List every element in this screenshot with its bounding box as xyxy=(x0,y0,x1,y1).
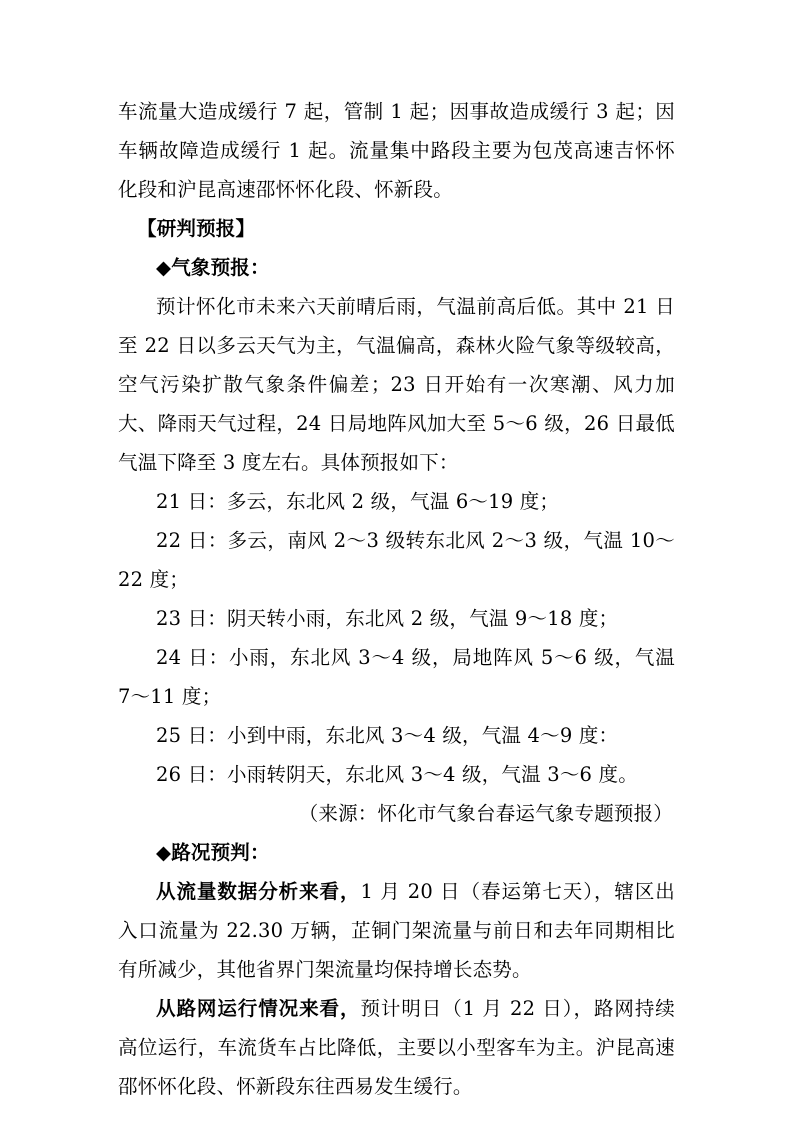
forecast-source-attribution: （来源：怀化市气象台春运气象专题预报） xyxy=(298,802,673,825)
document-body xyxy=(118,92,675,1106)
paragraph-network-operation xyxy=(118,989,675,1106)
flow-analysis-text: 1 月 20 日（春运第七天），辖区出入口流量为 22.30 万辆，芷铜门架流量与前日和去年同期相比有所减少，其他省界门架流量均保持增长态势。 xyxy=(118,880,675,981)
subheading-road-condition: ◆路况预判： xyxy=(156,841,270,864)
subheading-weather-forecast: ◆气象预报： xyxy=(156,256,270,279)
paragraph-flow-analysis xyxy=(118,872,675,989)
paragraph-forecast-day-22: 22 日：多云，南风 2～3 级转东北风 2～3 级，气温 10～22 度； xyxy=(118,529,675,591)
paragraph-forecast-day-24: 24 日：小雨，东北风 3～4 级，局地阵风 5～6 级，气温 7～11 度； xyxy=(118,646,675,708)
paragraph-forecast-day-21: 21 日：多云，东北风 2 级，气温 6～19 度； xyxy=(156,490,560,513)
paragraph-forecast-day-25: 25 日：小到中雨，东北风 3～4 级，气温 4～9 度： xyxy=(156,724,619,747)
section-heading-analysis: 【研判预报】 xyxy=(137,217,256,240)
flow-analysis-lead: 从流量数据分析来看， xyxy=(156,880,361,903)
network-operation-text: 预计明日（1 月 22 日），路网持续高位运行，车流货车占比降低，主要以小型客车为主。沪昆高速邵怀怀化段、怀新段东往西易发生缓行。 xyxy=(118,997,675,1098)
paragraph-forecast-day-23: 23 日：阴天转小雨，东北风 2 级，气温 9～18 度； xyxy=(156,607,619,630)
paragraph-forecast-day-26: 26 日：小雨转阴天，东北风 3～4 级，气温 3～6 度。 xyxy=(156,763,638,786)
paragraph-traffic-summary: 车流量大造成缓行 7 起，管制 1 起；因事故造成缓行 3 起；因车辆故障造成缓行 1 起。流量集中路段主要为包茂高速吉怀怀化段和沪昆高速邵怀怀化段、怀新段。 xyxy=(118,100,675,201)
paragraph-weather-overview: 预计怀化市未来六天前晴后雨，气温前高后低。其中 21 日至 22 日以多云天气为主，气温偏高，森林火险气象等级较高，空气污染扩散气象条件偏差；23 日开始有一次寒潮、风力加大、降雨天气过程，24 日局地阵风加大至 5～6 级，26 日最低气温下降至 3 度左右。具体预报如下： xyxy=(118,295,675,474)
network-operation-lead: 从路网运行情况来看， xyxy=(156,997,361,1020)
